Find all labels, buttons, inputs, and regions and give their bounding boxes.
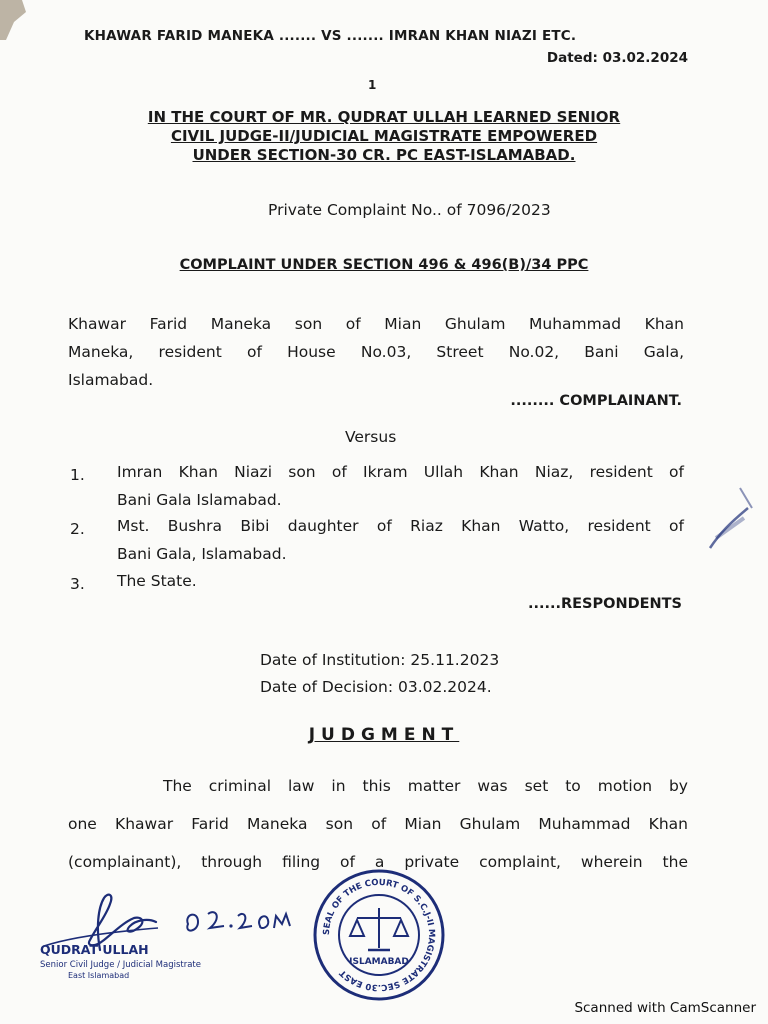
respondent-line: Bani Gala, Islamabad. — [117, 545, 287, 563]
signatory-title: Senior Civil Judge / Judicial Magistrate — [40, 960, 201, 970]
date-of-institution: Date of Institution: 25.11.2023 — [260, 651, 500, 669]
complainant-line: Maneka, resident of House No.03, Street No.02, Bani Gala, — [68, 343, 684, 361]
complainant-line: Khawar Farid Maneka son of Mian Ghulam Muhammad Khan — [68, 315, 684, 333]
respondent-item — [117, 458, 684, 514]
signatory-name: QUDRAT ULLAH — [40, 942, 149, 957]
versus-label: Versus — [345, 428, 397, 446]
case-parties-header: KHAWAR FARID MANEKA ....... VS ....... IMRAN KHAN NIAZI ETC. — [84, 28, 577, 44]
respondents-role: ......RESPONDENTS — [527, 596, 682, 612]
date-of-decision: Date of Decision: 03.02.2024. — [260, 678, 492, 696]
seal-center-text: ISLAMABAD — [349, 957, 409, 967]
page-number: 1 — [368, 78, 377, 92]
complainant-line: Islamabad. — [68, 371, 154, 389]
respondent-line: Imran Khan Niazi son of Ikram Ullah Khan Niaz, resident of — [117, 463, 684, 481]
respondent-number: 3. — [70, 575, 85, 593]
judgment-line: one Khawar Farid Maneka son of Mian Ghulam Muhammad Khan — [68, 815, 688, 833]
judgment-title: JUDGMENT — [308, 725, 460, 745]
respondent-line: The State. — [117, 572, 197, 590]
complaint-title: COMPLAINT UNDER SECTION 496 & 496(B)/34 PPC — [179, 257, 589, 273]
signatory-place: East Islamabad — [68, 971, 130, 980]
dated-label: Dated: 03.02.2024 — [546, 50, 688, 66]
seal-ring-text: SEAL OF THE COURT OF S.C.J-II MAGISTRATE SEC.30 EAST — [321, 877, 437, 993]
court-heading — [0, 108, 768, 165]
judgment-body — [68, 767, 688, 881]
complainant-role: ........ COMPLAINANT. — [510, 393, 682, 409]
edge-stamp-fragment — [700, 478, 760, 558]
respondent-item — [117, 512, 684, 568]
court-heading-line: CIVIL JUDGE-II/JUDICIAL MAGISTRATE EMPOWERED — [170, 127, 598, 145]
private-complaint-number: Private Complaint No.. of 7096/2023 — [268, 201, 551, 219]
respondent-item — [117, 567, 684, 595]
folded-corner-mark — [0, 0, 30, 40]
court-seal-stamp — [312, 868, 446, 1002]
camscanner-watermark: Scanned with CamScanner — [574, 1000, 756, 1016]
respondent-number: 1. — [70, 466, 85, 484]
court-heading-line: IN THE COURT OF MR. QUDRAT ULLAH LEARNED SENIOR — [147, 108, 621, 126]
complainant-details — [68, 310, 684, 394]
respondent-line: Mst. Bushra Bibi daughter of Riaz Khan Watto, resident of — [117, 517, 684, 535]
court-heading-line: UNDER SECTION-30 CR. PC EAST-ISLAMABAD. — [192, 146, 576, 164]
judgment-line: The criminal law in this matter was set to motion by — [163, 777, 688, 795]
judgment-line: (complainant), through filing of a private complaint, wherein the — [68, 853, 688, 871]
respondent-number: 2. — [70, 520, 85, 538]
respondent-line: Bani Gala Islamabad. — [117, 491, 282, 509]
